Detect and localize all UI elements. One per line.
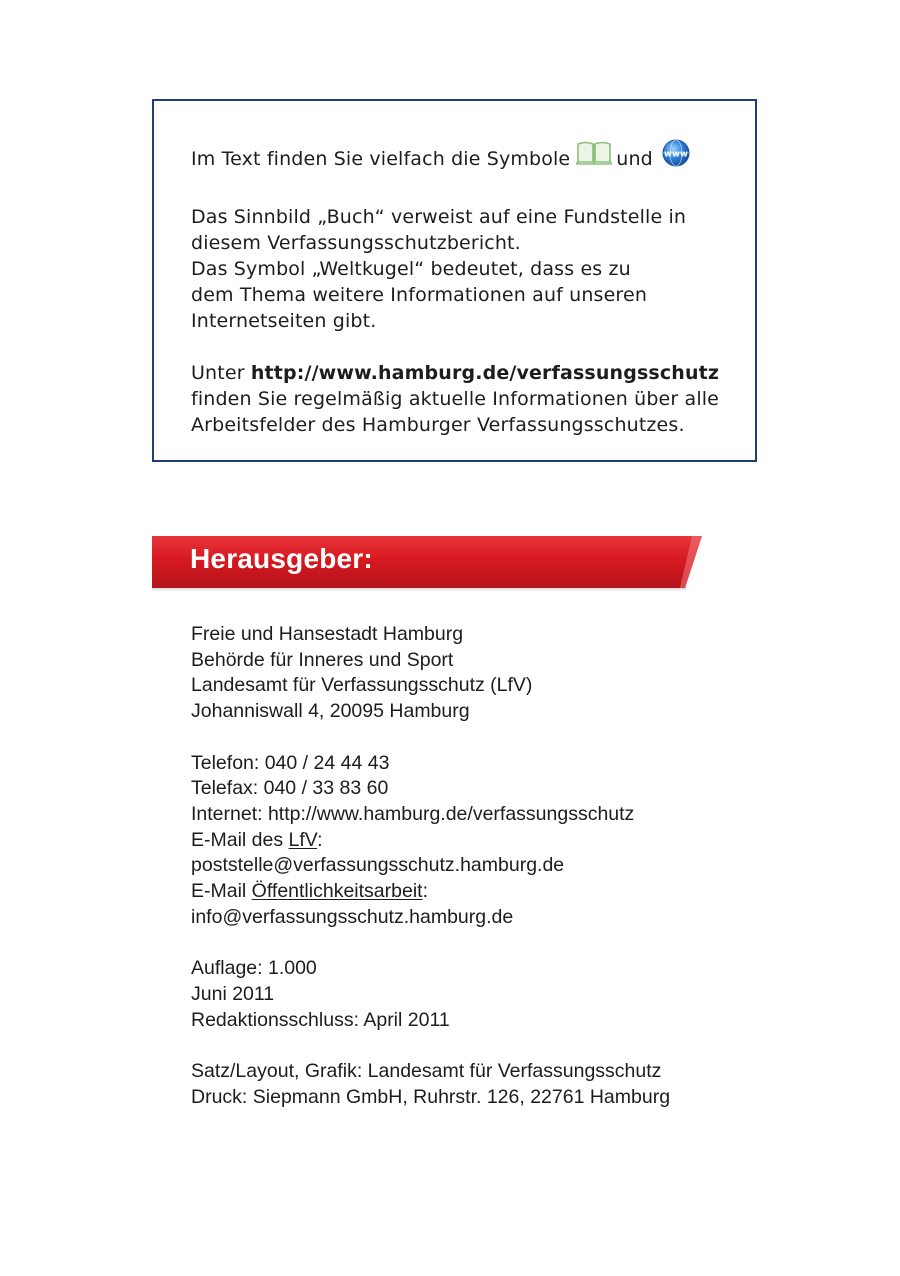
url-paragraph-line-2: finden Sie regelmäßig aktuelle Informationen über alle [191,388,720,410]
date-line: Juni 2011 [191,982,275,1005]
fax-line: Telefax: 040 / 33 83 60 [191,777,389,800]
book-paragraph-line-2: diesem Verfassungsschutzbericht. [191,232,521,254]
editorial-deadline-line: Redaktionsschluss: April 2011 [191,1008,450,1031]
email-pr-address[interactable]: info@verfassungsschutz.hamburg.de [191,905,514,928]
symbol-info-text [191,141,751,438]
url-paragraph-line-1: Unter http://www.hamburg.de/verfassungsschutz [191,362,720,384]
lfv-abbreviation: LfV [288,828,318,851]
address-line-2: Behörde für Inneres und Sport [191,648,454,671]
url-paragraph-line-3: Arbeitsfelder des Hamburger Verfassungsschutzes. [191,414,685,436]
edition-line: Auflage: 1.000 [191,957,317,980]
layout-credit-line: Satz/Layout, Grafik: Landesamt für Verfassungsschutz [191,1059,662,1082]
book-paragraph-line-1: Das Sinnbild „Buch“ verweist auf eine Fundstelle in [191,206,687,228]
globe-paragraph-line-3: Internetseiten gibt. [191,310,377,332]
symbol-info-box [152,99,757,462]
address-line-4: Johanniswall 4, 20095 Hamburg [191,700,470,723]
public-relations-label: Öffentlichkeitsarbeit [251,880,423,903]
imprint-section [191,622,811,1110]
email-lfv-label: E-Mail des LfV: [191,828,323,851]
email-pr-label: E-Mail Öffentlichkeitsarbeit: [191,880,428,903]
website-link[interactable]: http://www.hamburg.de/verfassungsschutz [250,362,720,384]
globe-paragraph-line-1: Das Symbol „Weltkugel“ bedeutet, dass es zu [191,258,631,280]
book-icon [576,140,612,173]
print-credit-line: Druck: Siepmann GmbH, Ruhrstr. 126, 22761 Hamburg [191,1085,671,1108]
address-line-1: Freie und Hansestadt Hamburg [191,623,464,645]
internet-line[interactable]: Internet: http://www.hamburg.de/verfassungsschutz [191,802,635,825]
www-globe-icon [661,138,691,175]
publisher-heading: Herausgeber: [190,543,373,574]
phone-line: Telefon: 040 / 24 44 43 [191,751,390,774]
symbols-line: Im Text finden Sie vielfach die Symbole und www [191,141,751,178]
address-line-3: Landesamt für Verfassungsschutz (LfV) [191,674,533,697]
globe-paragraph-line-2: dem Thema weitere Informationen auf unseren [191,284,648,306]
publisher-banner [152,535,704,591]
email-lfv-address[interactable]: poststelle@verfassungsschutz.hamburg.de [191,854,565,877]
www-label: www [663,149,688,160]
